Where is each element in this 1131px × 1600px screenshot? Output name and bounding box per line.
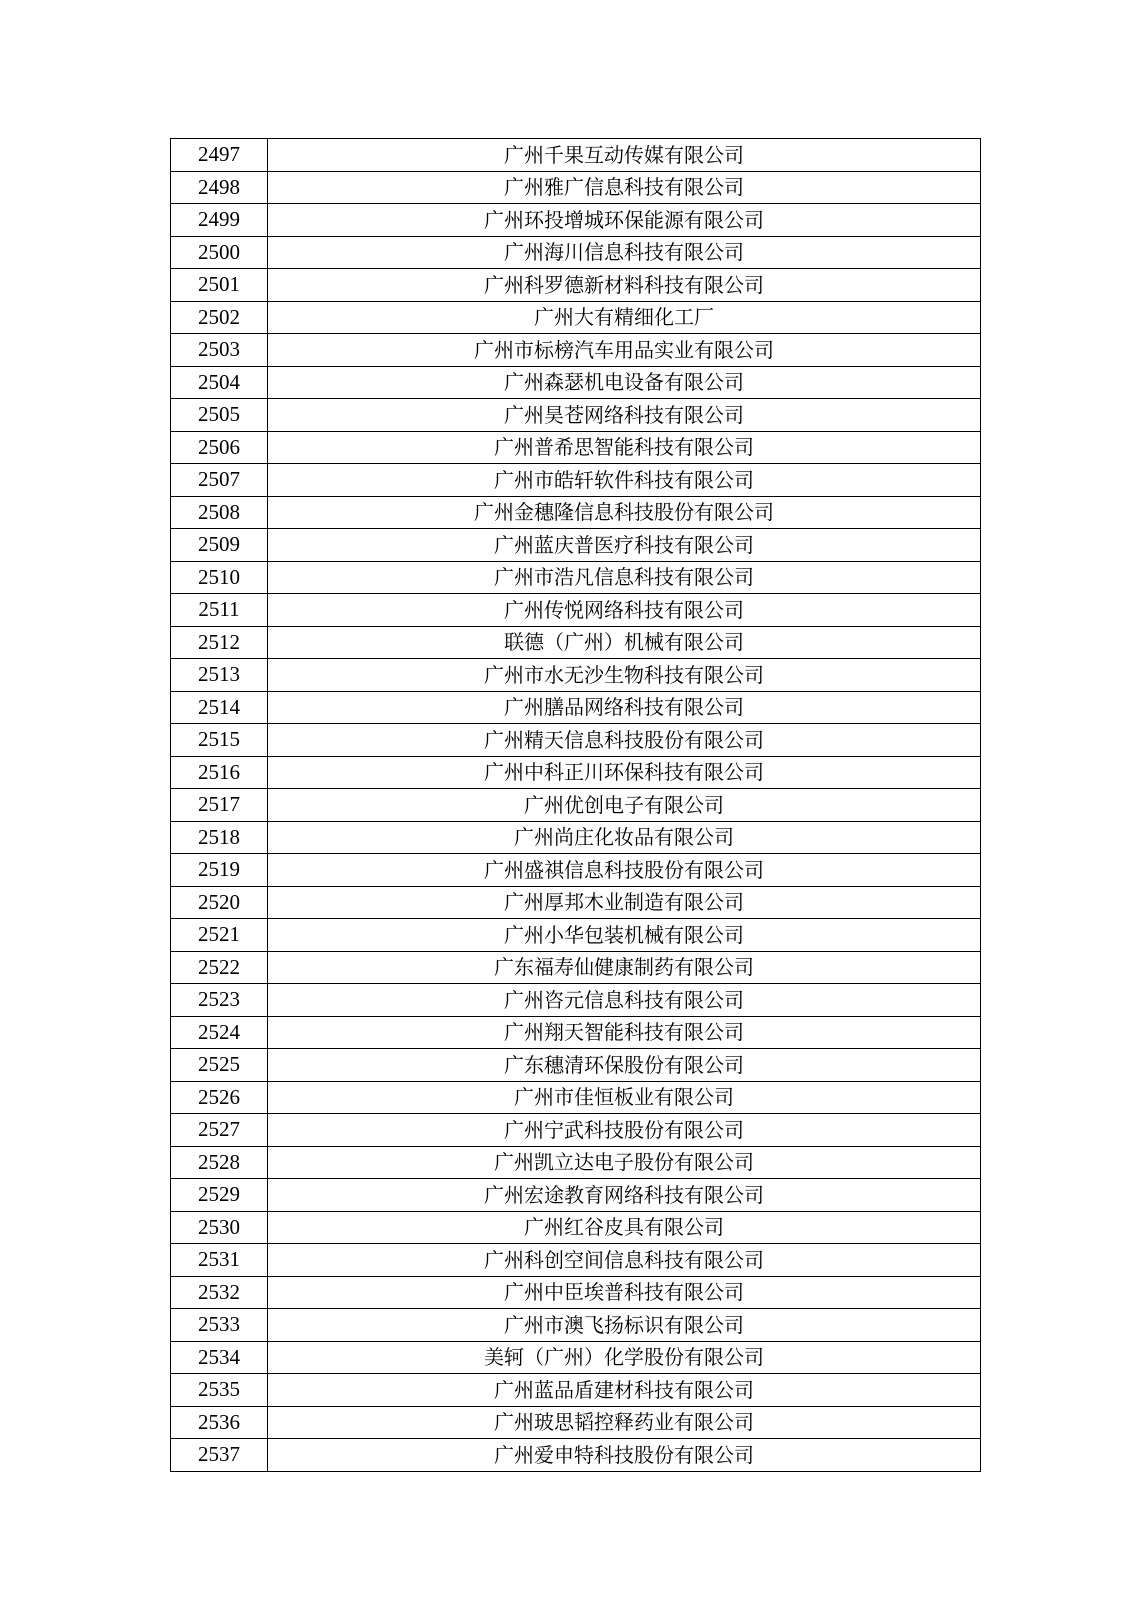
- table-row: [171, 1439, 981, 1472]
- company-name: 广州蓝庆普医疗科技有限公司: [268, 529, 981, 562]
- row-number: 2526: [171, 1081, 268, 1114]
- company-name: 广州市澳飞扬标识有限公司: [268, 1309, 981, 1342]
- company-name: 广东穗清环保股份有限公司: [268, 1049, 981, 1082]
- row-number: 2514: [171, 691, 268, 724]
- row-number: 2503: [171, 334, 268, 367]
- row-number: 2508: [171, 496, 268, 529]
- table-row: [171, 756, 981, 789]
- table-row: [171, 1211, 981, 1244]
- company-name: 广州尚庄化妆品有限公司: [268, 821, 981, 854]
- row-number: 2497: [171, 139, 268, 172]
- table-row: [171, 431, 981, 464]
- row-number: 2528: [171, 1146, 268, 1179]
- table-row: [171, 821, 981, 854]
- table-row: [171, 1146, 981, 1179]
- company-name: 广州小华包装机械有限公司: [268, 919, 981, 952]
- table-row: [171, 1374, 981, 1407]
- company-name: 广州宏途教育网络科技有限公司: [268, 1179, 981, 1212]
- row-number: 2506: [171, 431, 268, 464]
- company-name: 广州金穗隆信息科技股份有限公司: [268, 496, 981, 529]
- row-number: 2507: [171, 464, 268, 497]
- company-name: 广州咨元信息科技有限公司: [268, 984, 981, 1017]
- row-number: 2524: [171, 1016, 268, 1049]
- row-number: 2527: [171, 1114, 268, 1147]
- row-number: 2531: [171, 1244, 268, 1277]
- row-number: 2521: [171, 919, 268, 952]
- table-row: [171, 1114, 981, 1147]
- table-row: [171, 1179, 981, 1212]
- company-name: 广州爱申特科技股份有限公司: [268, 1439, 981, 1472]
- company-table: [170, 138, 981, 1472]
- table-row: [171, 789, 981, 822]
- table-row: [171, 366, 981, 399]
- company-name: 广州优创电子有限公司: [268, 789, 981, 822]
- table-row: [171, 626, 981, 659]
- row-number: 2510: [171, 561, 268, 594]
- table-row: [171, 529, 981, 562]
- row-number: 2513: [171, 659, 268, 692]
- row-number: 2529: [171, 1179, 268, 1212]
- row-number: 2504: [171, 366, 268, 399]
- table-row: [171, 951, 981, 984]
- row-number: 2535: [171, 1374, 268, 1407]
- company-name: 广州厚邦木业制造有限公司: [268, 886, 981, 919]
- row-number: 2537: [171, 1439, 268, 1472]
- company-name: 广州海川信息科技有限公司: [268, 236, 981, 269]
- table-row: [171, 1016, 981, 1049]
- row-number: 2499: [171, 204, 268, 237]
- company-name: 广州宁武科技股份有限公司: [268, 1114, 981, 1147]
- company-name: 广州昊苍网络科技有限公司: [268, 399, 981, 432]
- row-number: 2519: [171, 854, 268, 887]
- company-name: 广州市皓轩软件科技有限公司: [268, 464, 981, 497]
- row-number: 2511: [171, 594, 268, 627]
- table-row: [171, 204, 981, 237]
- row-number: 2517: [171, 789, 268, 822]
- company-name: 广东福寿仙健康制药有限公司: [268, 951, 981, 984]
- row-number: 2534: [171, 1341, 268, 1374]
- company-name: 广州科罗德新材料科技有限公司: [268, 269, 981, 302]
- table-row: [171, 659, 981, 692]
- table-row: [171, 1341, 981, 1374]
- company-name: 美轲（广州）化学股份有限公司: [268, 1341, 981, 1374]
- row-number: 2500: [171, 236, 268, 269]
- company-name: 广州玻思韬控释药业有限公司: [268, 1406, 981, 1439]
- table-row: [171, 561, 981, 594]
- company-name: 广州蓝品盾建材科技有限公司: [268, 1374, 981, 1407]
- row-number: 2501: [171, 269, 268, 302]
- company-name: 广州千果互动传媒有限公司: [268, 139, 981, 172]
- table-row: [171, 984, 981, 1017]
- table-row: [171, 1309, 981, 1342]
- company-name: 广州市标榜汽车用品实业有限公司: [268, 334, 981, 367]
- company-name: 广州森瑟机电设备有限公司: [268, 366, 981, 399]
- row-number: 2532: [171, 1276, 268, 1309]
- row-number: 2518: [171, 821, 268, 854]
- row-number: 2536: [171, 1406, 268, 1439]
- table-row: [171, 1244, 981, 1277]
- company-name: 广州环投增城环保能源有限公司: [268, 204, 981, 237]
- company-name: 广州普希思智能科技有限公司: [268, 431, 981, 464]
- row-number: 2520: [171, 886, 268, 919]
- row-number: 2505: [171, 399, 268, 432]
- table-row: [171, 1049, 981, 1082]
- table-row: [171, 464, 981, 497]
- company-name: 广州传悦网络科技有限公司: [268, 594, 981, 627]
- company-name: 广州盛祺信息科技股份有限公司: [268, 854, 981, 887]
- table-row: [171, 399, 981, 432]
- table-row: [171, 1081, 981, 1114]
- row-number: 2515: [171, 724, 268, 757]
- table-row: [171, 1406, 981, 1439]
- table-row: [171, 334, 981, 367]
- company-name: 广州翔天智能科技有限公司: [268, 1016, 981, 1049]
- company-name: 广州科创空间信息科技有限公司: [268, 1244, 981, 1277]
- row-number: 2509: [171, 529, 268, 562]
- table-row: [171, 139, 981, 172]
- company-name: 广州市水无沙生物科技有限公司: [268, 659, 981, 692]
- row-number: 2498: [171, 171, 268, 204]
- row-number: 2523: [171, 984, 268, 1017]
- company-name: 广州红谷皮具有限公司: [268, 1211, 981, 1244]
- table-row: [171, 496, 981, 529]
- company-name: 广州中臣埃普科技有限公司: [268, 1276, 981, 1309]
- table-row: [171, 301, 981, 334]
- company-name: 广州膳品网络科技有限公司: [268, 691, 981, 724]
- table-row: [171, 171, 981, 204]
- row-number: 2530: [171, 1211, 268, 1244]
- company-name: 联德（广州）机械有限公司: [268, 626, 981, 659]
- table-row: [171, 691, 981, 724]
- table-row: [171, 886, 981, 919]
- table-row: [171, 1276, 981, 1309]
- table-row: [171, 594, 981, 627]
- table-row: [171, 724, 981, 757]
- table-row: [171, 236, 981, 269]
- company-name: 广州中科正川环保科技有限公司: [268, 756, 981, 789]
- company-name: 广州凯立达电子股份有限公司: [268, 1146, 981, 1179]
- row-number: 2502: [171, 301, 268, 334]
- company-name: 广州市浩凡信息科技有限公司: [268, 561, 981, 594]
- table-row: [171, 919, 981, 952]
- table-body: [171, 139, 981, 1472]
- row-number: 2522: [171, 951, 268, 984]
- table-row: [171, 269, 981, 302]
- company-name: 广州大有精细化工厂: [268, 301, 981, 334]
- row-number: 2525: [171, 1049, 268, 1082]
- row-number: 2516: [171, 756, 268, 789]
- row-number: 2533: [171, 1309, 268, 1342]
- company-name: 广州市佳恒板业有限公司: [268, 1081, 981, 1114]
- row-number: 2512: [171, 626, 268, 659]
- company-name: 广州雅广信息科技有限公司: [268, 171, 981, 204]
- table-row: [171, 854, 981, 887]
- company-name: 广州精天信息科技股份有限公司: [268, 724, 981, 757]
